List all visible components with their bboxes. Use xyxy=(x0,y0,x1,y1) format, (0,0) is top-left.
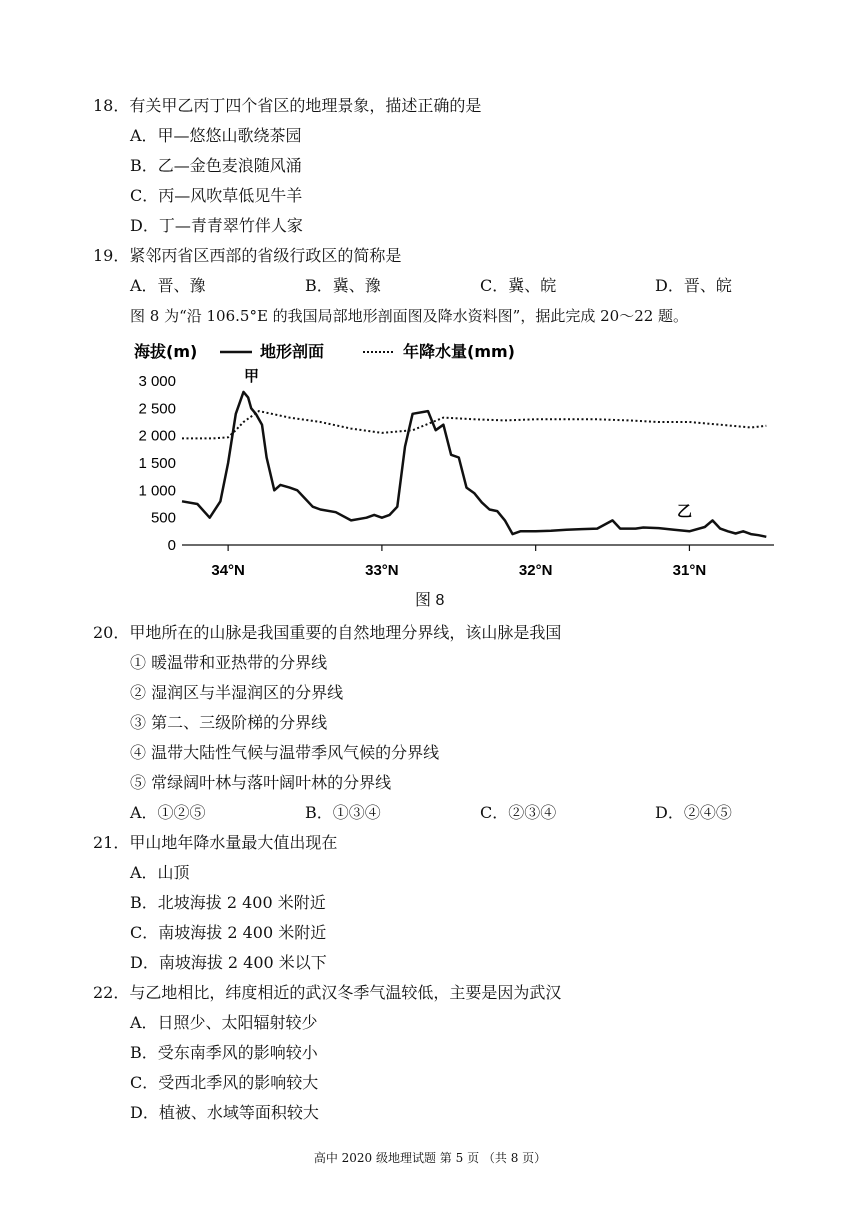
y-axis xyxy=(138,373,176,554)
q19-option-c: C．冀、皖 xyxy=(480,276,557,295)
q20-item-5: ⑤ 常绿阔叶林与落叶阔叶林的分界线 xyxy=(130,773,392,792)
question-20-stem: 20．甲地所在的山脉是我国重要的自然地理分界线，该山脉是我国 xyxy=(93,623,562,642)
y-tick-label: 2 000 xyxy=(138,427,176,445)
q20-item-1: ① 暖温带和亚热带的分界线 xyxy=(130,653,328,672)
q21-option-a: A．山顶 xyxy=(130,863,190,882)
legend-precip-label: 年降水量(mm) xyxy=(403,342,515,361)
q20-item-4: ④ 温带大陆性气候与温带季风气候的分界线 xyxy=(130,743,440,762)
y-tick-label: 500 xyxy=(150,509,176,527)
q20-option-c: C．②③④ xyxy=(480,803,557,822)
q18-option-d: D．丁—青青翠竹伴人家 xyxy=(130,216,303,235)
q20-option-b: B．①③④ xyxy=(305,803,381,822)
q19-option-a: A．晋、豫 xyxy=(130,276,206,295)
terrain-profile-chart xyxy=(120,333,800,613)
q18-option-a: A．甲—悠悠山歌绕茶园 xyxy=(130,126,302,145)
q22-option-c: C．受西北季风的影响较大 xyxy=(130,1073,319,1092)
question-22-stem: 22．与乙地相比，纬度相近的武汉冬季气温较低，主要是因为武汉 xyxy=(93,983,562,1002)
y-axis-title: 海拔(m) xyxy=(134,342,198,361)
x-tick-label: 32°N xyxy=(518,562,553,579)
y-tick-label: 2 500 xyxy=(138,400,176,418)
y-tick-label: 3 000 xyxy=(138,373,176,390)
x-tick-label: 33°N xyxy=(365,562,399,579)
q19-option-d: D．晋、皖 xyxy=(655,276,732,295)
q20-option-a: A．①②⑤ xyxy=(130,803,206,822)
y-tick-label: 0 xyxy=(167,537,176,554)
question-21-stem: 21．甲山地年降水量最大值出现在 xyxy=(93,833,338,852)
x-axis xyxy=(211,545,706,579)
label-yi: 乙 xyxy=(677,502,693,520)
y-tick-label: 1 000 xyxy=(138,482,176,500)
q22-option-d: D．植被、水域等面积较大 xyxy=(130,1103,319,1122)
q18-option-c: C．丙—风吹草低见牛羊 xyxy=(130,186,303,205)
q21-option-d: D．南坡海拔 2 400 米以下 xyxy=(130,953,327,972)
q22-option-b: B．受东南季风的影响较小 xyxy=(130,1043,318,1062)
figure-caption: 图 8 xyxy=(415,592,445,609)
precipitation-line xyxy=(182,411,766,438)
figure-intro: 图 8 为“沿 106.5°E 的我国局部地形剖面图及降水资料图”，据此完成 20～22 题。 xyxy=(130,307,689,325)
q21-option-c: C．南坡海拔 2 400 米附近 xyxy=(130,923,327,942)
page-footer: 高中 2020 级地理试题 第 5 页 （共 8 页） xyxy=(313,1151,547,1165)
q21-option-b: B．北坡海拔 2 400 米附近 xyxy=(130,893,326,912)
x-tick-label: 31°N xyxy=(672,562,707,579)
q20-item-2: ② 湿润区与半湿润区的分界线 xyxy=(130,683,344,702)
legend-terrain-label: 地形剖面 xyxy=(260,342,325,361)
y-tick-label: 1 500 xyxy=(138,455,176,472)
question-19-stem: 19．紧邻丙省区西部的省级行政区的简称是 xyxy=(93,246,402,265)
q22-option-a: A．日照少、太阳辐射较少 xyxy=(130,1013,318,1032)
label-jia: 甲 xyxy=(244,367,260,385)
q20-option-d: D．②④⑤ xyxy=(655,803,732,822)
x-tick-label: 34°N xyxy=(211,562,245,579)
q18-option-b: B．乙—金色麦浪随风涌 xyxy=(130,156,302,175)
question-18-stem: 18．有关甲乙丙丁四个省区的地理景象，描述正确的是 xyxy=(93,96,482,115)
q20-item-3: ③ 第二、三级阶梯的分界线 xyxy=(130,713,328,732)
q19-option-b: B．冀、豫 xyxy=(305,276,381,295)
